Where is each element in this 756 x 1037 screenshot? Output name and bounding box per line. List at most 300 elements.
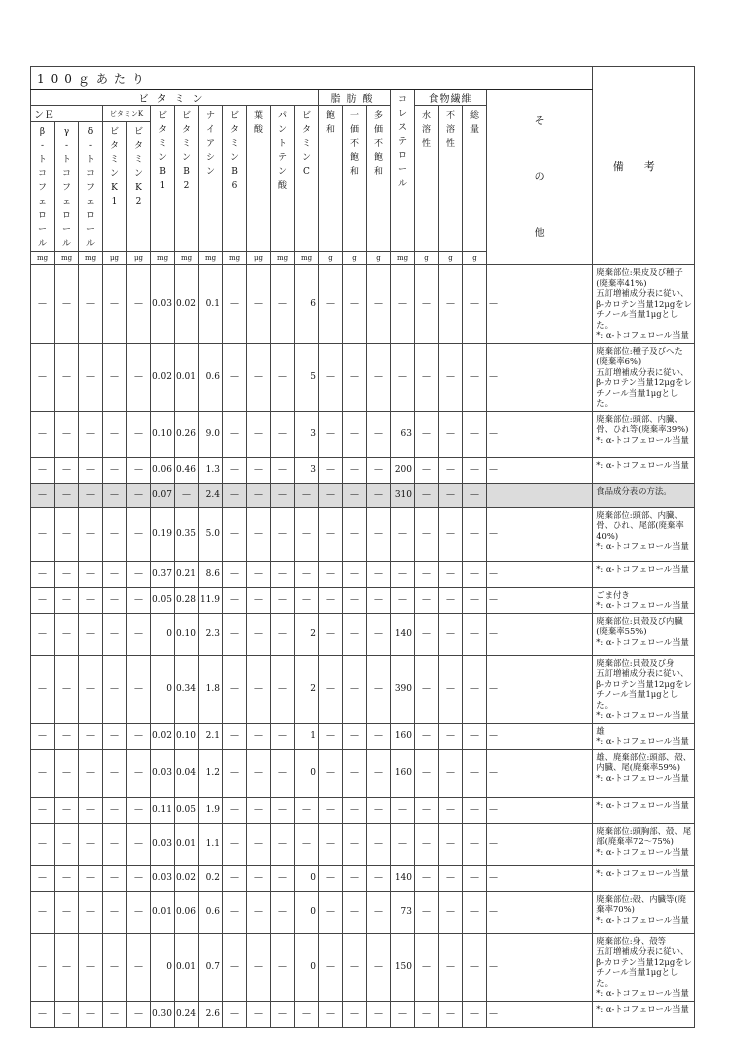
value-cell: 160 [391, 749, 415, 797]
value-cell: — [31, 865, 55, 891]
value-cell: — [247, 891, 271, 933]
value-cell: — [487, 507, 593, 561]
value-cell: — [127, 587, 151, 613]
value-cell: — [271, 797, 295, 823]
value-cell: — [487, 749, 593, 797]
value-cell: — [103, 749, 127, 797]
value-cell: 140 [391, 613, 415, 655]
value-cell: — [367, 797, 391, 823]
value-cell: 0.04 [175, 749, 199, 797]
value-cell: 6 [295, 265, 319, 344]
value-cell: — [343, 457, 367, 483]
value-cell: 390 [391, 655, 415, 723]
value-cell: — [415, 343, 439, 411]
value-cell: — [415, 613, 439, 655]
value-cell: 2 [295, 655, 319, 723]
value-cell: — [415, 823, 439, 865]
value-cell: — [271, 265, 295, 344]
value-cell: — [223, 343, 247, 411]
value-cell: — [103, 483, 127, 507]
value-cell: — [439, 1001, 463, 1027]
table-row [31, 343, 695, 411]
value-cell: — [247, 587, 271, 613]
value-cell: — [31, 823, 55, 865]
value-cell: — [319, 723, 343, 749]
value-cell: — [31, 507, 55, 561]
value-cell: — [343, 891, 367, 933]
table-row [31, 561, 695, 587]
value-cell: — [31, 797, 55, 823]
value-cell: — [223, 411, 247, 457]
nutrition-table [30, 66, 695, 1028]
value-cell: — [79, 613, 103, 655]
value-cell: — [415, 265, 439, 344]
value-cell: 0 [295, 865, 319, 891]
remarks-cell: 廃棄部位:頭部、内臓、骨、ひれ等(廃棄率39%) *: α-トコフェロール当量 [593, 411, 695, 457]
value-cell: 310 [391, 483, 415, 507]
value-cell: — [55, 343, 79, 411]
value-cell: — [343, 797, 367, 823]
unit-cell: mg [391, 252, 415, 265]
table-row [31, 723, 695, 749]
value-cell: — [103, 865, 127, 891]
value-cell: — [223, 655, 247, 723]
value-cell: — [271, 587, 295, 613]
value-cell: — [127, 865, 151, 891]
value-cell: — [55, 1001, 79, 1027]
value-cell: — [31, 265, 55, 344]
value-cell: — [103, 933, 127, 1001]
value-cell: 1.3 [199, 457, 223, 483]
col-header-b2: ビ タ ミ ン B 2 [175, 106, 199, 252]
value-cell: — [463, 587, 487, 613]
value-cell: — [295, 1001, 319, 1027]
value-cell: — [55, 797, 79, 823]
remarks-cell: *: α-トコフェロール当量 [593, 1001, 695, 1027]
unit-cell: mg [175, 252, 199, 265]
value-cell: — [31, 933, 55, 1001]
value-cell: — [439, 265, 463, 344]
value-cell: — [247, 1001, 271, 1027]
value-cell: — [247, 343, 271, 411]
col-header-niacin: ナ イ ア シ ン [199, 106, 223, 252]
value-cell: — [223, 797, 247, 823]
value-cell: — [247, 933, 271, 1001]
value-cell: — [55, 411, 79, 457]
col-header-b1: ビ タ ミ ン B 1 [151, 106, 175, 252]
value-cell: — [487, 797, 593, 823]
value-cell: — [127, 797, 151, 823]
value-cell: — [247, 613, 271, 655]
value-cell: — [79, 483, 103, 507]
value-cell: — [223, 1001, 247, 1027]
value-cell: — [55, 457, 79, 483]
table-row [31, 891, 695, 933]
value-cell: — [79, 343, 103, 411]
unit-cell: g [343, 252, 367, 265]
value-cell [487, 483, 593, 507]
value-cell: — [319, 865, 343, 891]
value-cell: — [415, 933, 439, 1001]
value-cell: 11.9 [199, 587, 223, 613]
value-cell: — [487, 933, 593, 1001]
value-cell: — [463, 411, 487, 457]
unit-cell: mg [31, 252, 55, 265]
remarks-cell: 廃棄部位:果皮及び種子(廃棄率41%) 五訂増補成分表に従い、β-カロテン当量12μgをレチノール当量1μgとした。 *: α-トコフェロール当量 [593, 265, 695, 344]
value-cell: — [55, 823, 79, 865]
value-cell: — [271, 749, 295, 797]
value-cell: — [319, 891, 343, 933]
unit-cell: mg [55, 252, 79, 265]
value-cell: — [415, 411, 439, 457]
value-cell: 140 [391, 865, 415, 891]
value-cell: — [79, 587, 103, 613]
remarks-cell: ごま付き *: α-トコフェロール当量 [593, 587, 695, 613]
value-cell: — [319, 483, 343, 507]
remarks-cell: 廃棄部位:貝殻及び身 五訂増補成分表に従い、β-カロテン当量12μgをレチノール当量1μgとした。 *: α-トコフェロール当量 [593, 655, 695, 723]
value-cell: — [31, 483, 55, 507]
value-cell: — [463, 865, 487, 891]
value-cell: — [271, 457, 295, 483]
value-cell: — [127, 933, 151, 1001]
value-cell: — [463, 749, 487, 797]
value-cell: — [55, 265, 79, 344]
value-cell: — [127, 561, 151, 587]
value-cell: 0.46 [175, 457, 199, 483]
value-cell: — [487, 561, 593, 587]
value-cell: 73 [391, 891, 415, 933]
col-header-gamma-toco: γ - ト コ フ ェ ロ ー ル [55, 122, 79, 252]
vitamin-group-header: ビタミン [31, 90, 319, 106]
value-cell: — [415, 891, 439, 933]
unit-cell: g [415, 252, 439, 265]
value-cell: 2.1 [199, 723, 223, 749]
fatty-acid-group-header: 脂肪酸 [319, 90, 391, 106]
value-cell: — [319, 343, 343, 411]
value-cell: — [103, 655, 127, 723]
value-cell: — [223, 933, 247, 1001]
value-cell: — [247, 655, 271, 723]
value-cell: — [343, 411, 367, 457]
value-cell: 0.07 [151, 483, 175, 507]
remarks-cell: 廃棄部位:殻、内臓等(廃棄率70%) *: α-トコフェロール当量 [593, 891, 695, 933]
value-cell: — [439, 933, 463, 1001]
value-cell: — [295, 823, 319, 865]
value-cell: 1.9 [199, 797, 223, 823]
table-row [31, 483, 695, 507]
value-cell: — [223, 457, 247, 483]
table-row [31, 613, 695, 655]
value-cell: — [247, 797, 271, 823]
value-cell: 0.1 [199, 265, 223, 344]
value-cell: 0.01 [175, 933, 199, 1001]
value-cell: — [367, 655, 391, 723]
table-row [31, 865, 695, 891]
value-cell: — [127, 411, 151, 457]
value-cell: — [295, 587, 319, 613]
value-cell: — [79, 891, 103, 933]
col-header-beta-toco: β - ト コ フ ェ ロ ー ル [31, 122, 55, 252]
value-cell: — [79, 655, 103, 723]
value-cell: — [463, 933, 487, 1001]
remarks-cell: 廃棄部位:種子及びへた(廃棄率6%) 五訂増補成分表に従い、β-カロテン当量12μgをレチノール当量1μgとした。 [593, 343, 695, 411]
value-cell: — [295, 561, 319, 587]
value-cell: 0.19 [151, 507, 175, 561]
value-cell: 160 [391, 723, 415, 749]
value-cell: — [223, 865, 247, 891]
col-header-pantothenic: パ ン ト テ ン 酸 [271, 106, 295, 252]
value-cell: — [127, 483, 151, 507]
value-cell: — [415, 1001, 439, 1027]
value-cell: — [415, 483, 439, 507]
value-cell: — [343, 865, 367, 891]
value-cell: — [79, 933, 103, 1001]
value-cell: 0.26 [175, 411, 199, 457]
value-cell: — [127, 749, 151, 797]
value-cell: — [439, 457, 463, 483]
value-cell: — [31, 891, 55, 933]
value-cell: — [487, 343, 593, 411]
value-cell: — [439, 507, 463, 561]
remarks-cell: 廃棄部位:頭胸部、殻、尾部(廃棄率72～75%) *: α-トコフェロール当量 [593, 823, 695, 865]
value-cell: 0.02 [175, 265, 199, 344]
value-cell: 0.01 [175, 343, 199, 411]
value-cell: — [463, 457, 487, 483]
value-cell: 2.4 [199, 483, 223, 507]
value-cell: — [31, 749, 55, 797]
value-cell: — [55, 507, 79, 561]
value-cell: — [343, 265, 367, 344]
value-cell: — [103, 587, 127, 613]
value-cell: — [415, 457, 439, 483]
value-cell: — [343, 723, 367, 749]
value-cell: — [271, 343, 295, 411]
value-cell: 0.03 [151, 823, 175, 865]
value-cell: — [127, 723, 151, 749]
value-cell: 0.02 [151, 723, 175, 749]
value-cell: — [79, 561, 103, 587]
remarks-cell: 廃棄部位:身、殻等 五訂増補成分表に従い、β-カロテン当量12μgをレチノール当量1μgとした。 *: α-トコフェロール当量 [593, 933, 695, 1001]
value-cell: — [271, 655, 295, 723]
value-cell: 0.06 [151, 457, 175, 483]
unit-cell: μg [103, 252, 127, 265]
value-cell: — [79, 1001, 103, 1027]
value-cell: — [55, 561, 79, 587]
value-cell: 0.34 [175, 655, 199, 723]
value-cell: — [247, 723, 271, 749]
table-row [31, 749, 695, 797]
value-cell: — [247, 411, 271, 457]
col-header-total: 総 量 [463, 106, 487, 252]
value-cell: — [127, 1001, 151, 1027]
value-cell: — [295, 507, 319, 561]
value-cell: — [463, 561, 487, 587]
value-cell: — [319, 933, 343, 1001]
value-cell: — [415, 749, 439, 797]
value-cell: — [487, 723, 593, 749]
value-cell: — [103, 411, 127, 457]
value-cell: — [31, 457, 55, 483]
unit-cell: mg [199, 252, 223, 265]
unit-cell: mg [223, 252, 247, 265]
value-cell: — [103, 797, 127, 823]
value-cell: 5 [295, 343, 319, 411]
value-cell: 0.02 [151, 343, 175, 411]
value-cell: — [463, 723, 487, 749]
value-cell: — [55, 483, 79, 507]
value-cell: — [103, 613, 127, 655]
remarks-cell: 廃棄部位:頭部、内臓、骨、ひれ、尾部(廃棄率40%) *: α-トコフェロール当量 [593, 507, 695, 561]
value-cell: — [343, 587, 367, 613]
value-cell: — [79, 797, 103, 823]
col-header-k2: ビ タ ミ ン K 2 [127, 122, 151, 252]
value-cell: 150 [391, 933, 415, 1001]
value-cell: — [391, 1001, 415, 1027]
value-cell: — [127, 507, 151, 561]
value-cell: — [415, 865, 439, 891]
value-cell: — [295, 797, 319, 823]
value-cell: — [127, 343, 151, 411]
value-cell: — [223, 507, 247, 561]
value-cell: 0.10 [175, 723, 199, 749]
value-cell: 2 [295, 613, 319, 655]
table-row [31, 507, 695, 561]
value-cell: — [439, 587, 463, 613]
unit-cell: g [319, 252, 343, 265]
value-cell: — [247, 265, 271, 344]
value-cell: — [319, 411, 343, 457]
value-cell: — [271, 1001, 295, 1027]
table-row [31, 1001, 695, 1027]
value-cell: 0.35 [175, 507, 199, 561]
value-cell: — [79, 265, 103, 344]
value-cell: — [127, 265, 151, 344]
value-cell: 1.2 [199, 749, 223, 797]
remarks-cell: 食品成分表の方法。 [593, 483, 695, 507]
value-cell: — [463, 891, 487, 933]
value-cell: — [439, 561, 463, 587]
value-cell: — [487, 891, 593, 933]
value-cell: 9.0 [199, 411, 223, 457]
value-cell: — [463, 343, 487, 411]
remarks-cell: *: α-トコフェロール当量 [593, 797, 695, 823]
unit-cell: μg [247, 252, 271, 265]
value-cell: — [55, 587, 79, 613]
value-cell: 0.30 [151, 1001, 175, 1027]
value-cell: — [319, 1001, 343, 1027]
value-cell: — [55, 749, 79, 797]
value-cell: — [175, 483, 199, 507]
value-cell: — [343, 343, 367, 411]
unit-cell: mg [271, 252, 295, 265]
value-cell: — [223, 613, 247, 655]
value-cell: — [223, 823, 247, 865]
remarks-cell: *: α-トコフェロール当量 [593, 561, 695, 587]
value-cell: 0.10 [151, 411, 175, 457]
col-header-b6: ビ タ ミ ン B 6 [223, 106, 247, 252]
remarks-cell: 廃棄部位:貝殻及び内臓(廃棄率55%) *: α-トコフェロール当量 [593, 613, 695, 655]
value-cell: — [391, 507, 415, 561]
value-cell: — [103, 823, 127, 865]
value-cell: — [223, 749, 247, 797]
value-cell: — [487, 823, 593, 865]
remarks-header: 備考 [593, 67, 695, 265]
value-cell: — [103, 507, 127, 561]
vitamin-e-label: ンＥ [31, 106, 103, 122]
value-cell: — [55, 655, 79, 723]
value-cell: — [391, 343, 415, 411]
value-cell: 0.03 [151, 865, 175, 891]
value-cell: — [439, 823, 463, 865]
value-cell: — [79, 749, 103, 797]
value-cell: — [343, 507, 367, 561]
value-cell: — [319, 613, 343, 655]
value-cell: — [415, 507, 439, 561]
col-header-soluble: 水 溶 性 [415, 106, 439, 252]
remarks-cell: 雄、廃棄部位:頭部、殻、内臓、尾(廃棄率59%) *: α-トコフェロール当量 [593, 749, 695, 797]
value-cell: 0 [295, 891, 319, 933]
value-cell: — [367, 723, 391, 749]
value-cell: — [247, 865, 271, 891]
value-cell: — [31, 411, 55, 457]
value-cell: — [367, 561, 391, 587]
value-cell: — [487, 613, 593, 655]
value-cell: — [343, 613, 367, 655]
value-cell: — [463, 265, 487, 344]
value-cell: — [439, 891, 463, 933]
value-cell: — [103, 1001, 127, 1027]
value-cell: — [103, 561, 127, 587]
value-cell: — [319, 561, 343, 587]
value-cell: 2.3 [199, 613, 223, 655]
value-cell: — [79, 411, 103, 457]
unit-cell: g [463, 252, 487, 265]
value-cell: 0.24 [175, 1001, 199, 1027]
value-cell: — [367, 265, 391, 344]
value-cell: — [487, 265, 593, 344]
value-cell: — [463, 507, 487, 561]
value-cell: — [463, 483, 487, 507]
value-cell: — [463, 823, 487, 865]
value-cell: — [247, 483, 271, 507]
value-cell: — [31, 723, 55, 749]
value-cell: 63 [391, 411, 415, 457]
value-cell: 0.03 [151, 265, 175, 344]
value-cell: — [79, 865, 103, 891]
vitamin-k-label: ビタミンK [103, 106, 151, 122]
value-cell: 0.01 [151, 891, 175, 933]
value-cell: — [31, 587, 55, 613]
value-cell: 0.7 [199, 933, 223, 1001]
other-header: そ の 他 [487, 90, 593, 265]
value-cell: 2.6 [199, 1001, 223, 1027]
col-header-delta-toco: δ - ト コ フ ェ ロ ー ル [79, 122, 103, 252]
value-cell: — [223, 265, 247, 344]
value-cell: — [367, 1001, 391, 1027]
value-cell: — [319, 749, 343, 797]
value-cell: — [367, 457, 391, 483]
unit-cell: mg [79, 252, 103, 265]
value-cell: — [127, 457, 151, 483]
unit-cell: μg [127, 252, 151, 265]
value-cell: — [439, 865, 463, 891]
value-cell: — [463, 1001, 487, 1027]
value-cell: 0.03 [151, 749, 175, 797]
table-row [31, 655, 695, 723]
value-cell: — [271, 507, 295, 561]
fiber-group-header: 食物繊維 [415, 90, 487, 106]
value-cell: 3 [295, 457, 319, 483]
